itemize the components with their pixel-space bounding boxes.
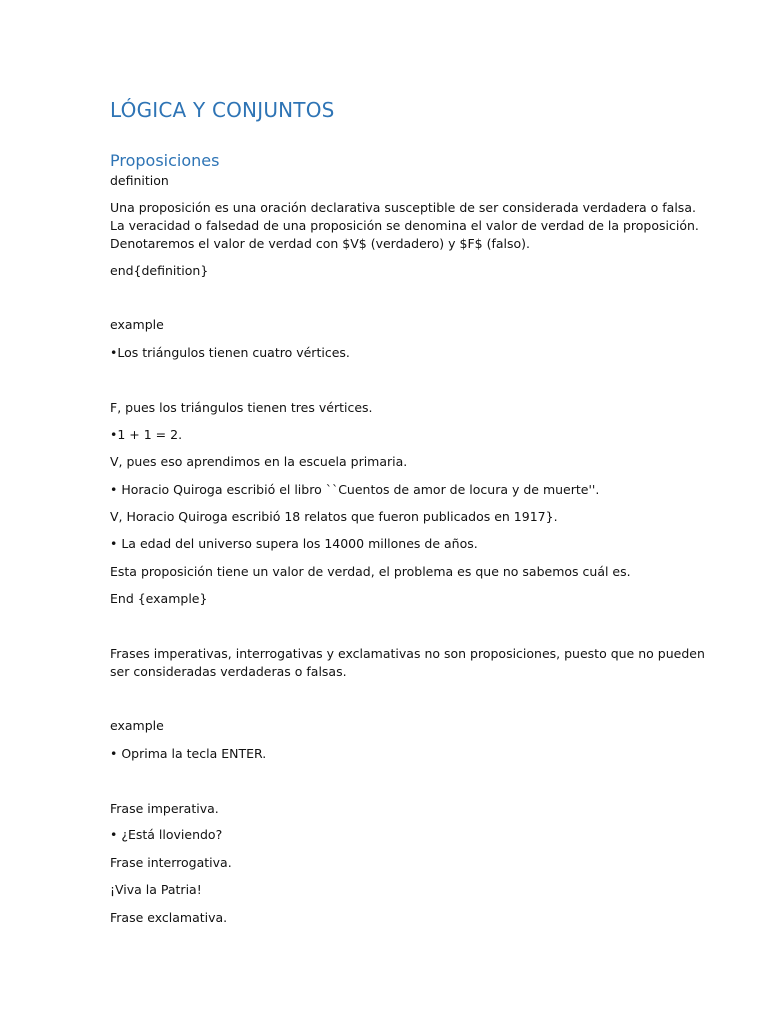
answer-line: Frase exclamativa. [110,910,228,925]
list-item: ¡Viva la Patria! [110,882,202,897]
definition-end-marker: end{definition} [110,263,209,278]
example-end-marker: End {example} [110,591,208,606]
definition-text-line: Una proposición es una oración declarativa susceptible de ser considerada verdadera o falsa. [110,200,696,215]
definition-text-line: La veracidad o falsedad de una proposición se denomina el valor de verdad de la proposición. [110,218,699,233]
answer-line: Frase imperativa. [110,801,219,816]
list-item: • Oprima la tecla ENTER. [110,746,267,761]
answer-line: Esta proposición tiene un valor de verdad, el problema es que no sabemos cuál es. [110,564,631,579]
document-title: LÓGICA Y CONJUNTOS [110,98,335,122]
list-item: • ¿Está lloviendo? [110,827,223,842]
paragraph-line: Frases imperativas, interrogativas y exclamativas no son proposiciones, puesto que no pueden [110,646,705,661]
answer-line: F, pues los triángulos tienen tres vértices. [110,400,373,415]
list-item: •Los triángulos tienen cuatro vértices. [110,345,350,360]
list-item: • Horacio Quiroga escribió el libro ``Cuentos de amor de locura y de muerte''. [110,482,600,497]
list-item: •1 + 1 = 2. [110,427,183,442]
list-item: • La edad del universo supera los 14000 millones de años. [110,536,478,551]
answer-line: V, pues eso aprendimos en la escuela primaria. [110,454,408,469]
example-marker: example [110,718,164,733]
paragraph-line: ser consideradas verdaderas o falsas. [110,664,347,679]
definition-text-line: Denotaremos el valor de verdad con $V$ (verdadero) y $F$ (falso). [110,236,531,251]
definition-marker: definition [110,173,169,188]
example-marker: example [110,317,164,332]
answer-line: Frase interrogativa. [110,855,232,870]
section-heading: Proposiciones [110,151,220,170]
answer-line: V, Horacio Quiroga escribió 18 relatos que fueron publicados en 1917}. [110,509,558,524]
